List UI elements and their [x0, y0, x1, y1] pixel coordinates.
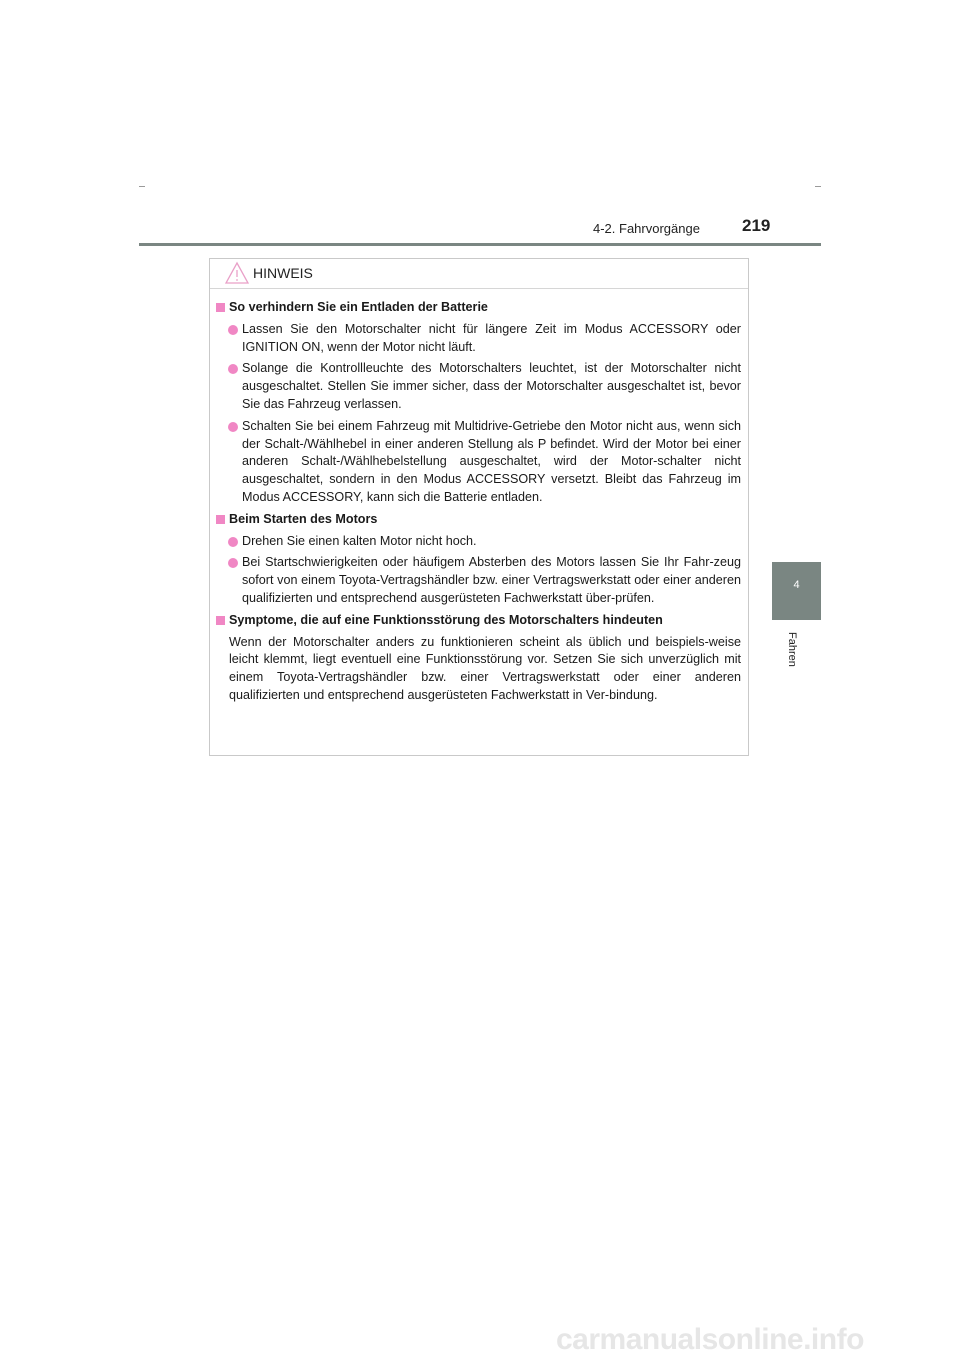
- circle-bullet-icon: [228, 558, 238, 568]
- list-item: Drehen Sie einen kalten Motor nicht hoch.: [216, 533, 741, 551]
- list-item: Schalten Sie bei einem Fahrzeug mit Multidrive-Getriebe den Motor nicht aus, wenn sich der Schalt-/Wählhebel in einer anderen Stellung als P befindet. Wird der Motor bei einer anderen Schalt-/Wählhebelstellung ausgeschaltet, wird der Motor-schalter nicht ausgeschaltet, sondern in den Modus ACCESSORY versetzt. Bleibt das Fahrzeug im Modus ACCESSORY, kann sich die Batterie entladen.: [216, 418, 741, 507]
- section-heading: Symptome, die auf eine Funktionsstörung des Motorschalters hindeuten: [216, 612, 741, 630]
- notice-box: [209, 258, 749, 756]
- section-title: 4-2. Fahrvorgänge: [593, 221, 700, 236]
- circle-bullet-icon: [228, 364, 238, 374]
- circle-bullet-icon: [228, 537, 238, 547]
- section-paragraph: Wenn der Motorschalter anders zu funktionieren scheint als üblich und beispiels-weise leicht klemmt, liegt eventuell eine Funktionsstörung vor. Setzen Sie sich unverzüglich mit einem Toyota-Vertragshändler bzw. einer Vertragswerkstatt oder einer anderen qualifizierten und entsprechend ausgerüsteten Fachwerkstatt in Ver-bindung.: [229, 634, 741, 702]
- section-heading: Beim Starten des Motors: [216, 511, 741, 529]
- square-bullet-icon: [216, 515, 225, 524]
- list-item: Lassen Sie den Motorschalter nicht für längere Zeit im Modus ACCESSORY oder IGNITION ON, wenn der Motor nicht läuft.: [216, 321, 741, 357]
- crop-mark-right: [815, 186, 821, 187]
- chapter-number: 4: [793, 579, 800, 591]
- crop-mark-left: [139, 186, 145, 187]
- square-bullet-icon: [216, 303, 225, 312]
- circle-bullet-icon: [228, 422, 238, 432]
- list-item: Solange die Kontrollleuchte des Motorschalters leuchtet, ist der Motorschalter nicht ausgeschaltet. Stellen Sie immer sicher, dass der Motorschalter ausgeschaltet ist, bevor Sie das Fahrzeug verlassen.: [216, 360, 741, 413]
- circle-bullet-icon: [228, 325, 238, 335]
- list-item: Bei Startschwierigkeiten oder häufigem Absterben des Motors lassen Sie Ihr Fahr-zeug sofort von einem Toyota-Vertragshändler bzw. einer Vertragswerkstatt oder einer anderen qualifizierten und entsprechend ausgerüsteten Fachwerkstatt über-prüfen.: [216, 554, 741, 607]
- notice-title: HINWEIS: [253, 265, 313, 281]
- warning-triangle-icon: [225, 261, 249, 290]
- chapter-tab: [772, 562, 821, 620]
- page-number: 219: [742, 216, 771, 235]
- header-rule: [139, 243, 821, 246]
- notice-body: [216, 299, 741, 705]
- notice-header: [210, 259, 748, 289]
- square-bullet-icon: [216, 616, 225, 625]
- watermark: carmanualsonline.info: [556, 1323, 864, 1356]
- section-heading: So verhindern Sie ein Entladen der Batterie: [216, 299, 741, 317]
- chapter-title: Fahren: [786, 632, 798, 667]
